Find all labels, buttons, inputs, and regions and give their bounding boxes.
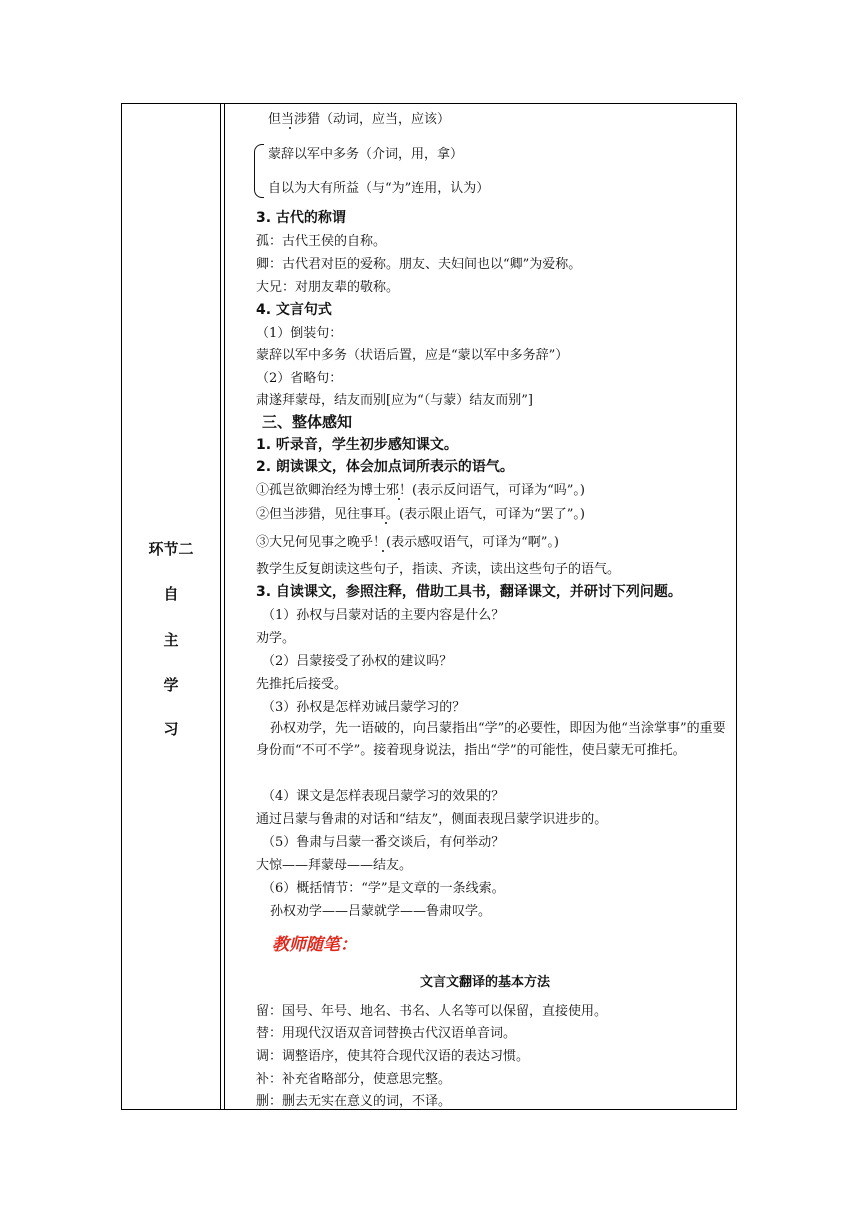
- word-usage-item: 蒙辞以军中多务（介词，用，拿）: [268, 147, 464, 162]
- step-item: 1. 听录音，学生初步感知课文。: [256, 437, 458, 453]
- sentence-example: 肃遂拜蒙母，结友而别[应为“（与蒙）结友而别”]: [256, 393, 533, 408]
- term-definition: 卿：古代君对臣的爱称。朋友、夫妇间也以“卿”为爱称。: [256, 257, 582, 272]
- discussion-answer: 先推托后接受。: [256, 677, 348, 692]
- method-item: 留：国号、年号、地名、书名、人名等可以保留，直接使用。: [256, 1004, 608, 1019]
- teacher-notes-label: 教师随笔：: [272, 935, 357, 955]
- instruction-text: 教学生反复朗读这些句子，指读、齐读，读出这些句子的语气。: [256, 562, 621, 577]
- grouping-brace: [254, 144, 264, 198]
- stage-label-line: 习: [163, 720, 179, 738]
- discussion-question: （5）鲁肃与吕蒙一番交谈后，有何举动？: [262, 835, 505, 850]
- example-sentence: ②但当涉猎，见往事耳。(表示限止语气，可译为“罢了”。): [256, 507, 585, 522]
- emphasis-dot: [382, 550, 384, 552]
- word-usage-item: 自以为大有所益（与“为”连用，认为）: [268, 181, 490, 196]
- column-divider: [220, 104, 221, 1109]
- method-title: 文言文翻译的基本方法: [420, 975, 551, 990]
- step-item: 3. 自读课文，参照注释，借助工具书，翻译课文，并研讨下列问题。: [256, 584, 682, 600]
- discussion-question: （2）吕蒙接受了孙权的建议吗？: [262, 654, 453, 669]
- discussion-question: （1）孙权与吕蒙对话的主要内容是什么？: [262, 608, 505, 623]
- discussion-question: （3）孙权是怎样劝诫吕蒙学习的？: [262, 700, 466, 715]
- stage-label-cell: [122, 104, 220, 1109]
- method-item: 替：用现代汉语双音词替换古代汉语单音词。: [256, 1026, 517, 1041]
- term-definition: 大兄：对朋友辈的敬称。: [256, 280, 400, 295]
- sentence-example: 蒙辞以军中多务（状语后置，应是“蒙以军中多务辞”）: [256, 348, 569, 363]
- stage-label-line: 环节二: [148, 540, 194, 558]
- method-item: 调：调整语序，使其符合现代汉语的表达习惯。: [256, 1049, 530, 1064]
- stage-label-line: 学: [163, 676, 179, 694]
- discussion-answer: 大惊——拜蒙母——结友。: [256, 858, 413, 873]
- emphasis-dot: [289, 127, 291, 129]
- stage-label-line: 主: [163, 631, 179, 649]
- method-item: 删：删去无实在意义的词，不译。: [256, 1094, 452, 1109]
- term-definition: 孤：古代王侯的自称。: [256, 234, 387, 249]
- method-item: 补：补充省略部分，使意思完整。: [256, 1072, 452, 1087]
- discussion-question: （6）概括情节：“学”是文章的一条线索。: [262, 881, 505, 896]
- sub-heading: （2）省略句：: [256, 371, 343, 386]
- emphasis-dot: [398, 498, 400, 500]
- word-usage-item: 但当涉猎（动词，应当，应该）: [268, 112, 451, 127]
- discussion-answer: 孙权劝学，先一语破的，向吕蒙指出“学”的必要性，即因为他“当涂掌事”的重要身份而“不可不学”。接着现身说法，指出“学”的可能性，使吕蒙无可推托。: [256, 721, 726, 758]
- stage-label-line: 自: [163, 585, 179, 603]
- section-heading: 4. 文言句式: [256, 302, 332, 318]
- discussion-answer: 通过吕蒙与鲁肃的对话和“结友”，侧面表现吕蒙学识进步的。: [256, 812, 608, 827]
- example-sentence: ③大兄何见事之晚乎！(表示感叹语气，可译为“啊”。): [256, 535, 559, 550]
- discussion-answer: 劝学。: [256, 631, 296, 646]
- column-divider: [224, 104, 225, 1109]
- section-heading: 3. 古代的称谓: [256, 210, 346, 226]
- emphasis-dot: [385, 522, 387, 524]
- section-title: 三、整体感知: [262, 413, 353, 431]
- example-sentence: ①孤岂欲卿治经为博士邪！(表示反问语气，可译为“吗”。): [256, 483, 585, 498]
- sub-heading: （1）倒装句：: [256, 326, 343, 341]
- discussion-question: （4）课文是怎样表现吕蒙学习的效果的？: [262, 789, 505, 804]
- discussion-answer: 孙权劝学——吕蒙就学——鲁肃叹学。: [270, 904, 492, 919]
- step-item: 2. 朗读课文，体会加点词所表示的语气。: [256, 459, 514, 475]
